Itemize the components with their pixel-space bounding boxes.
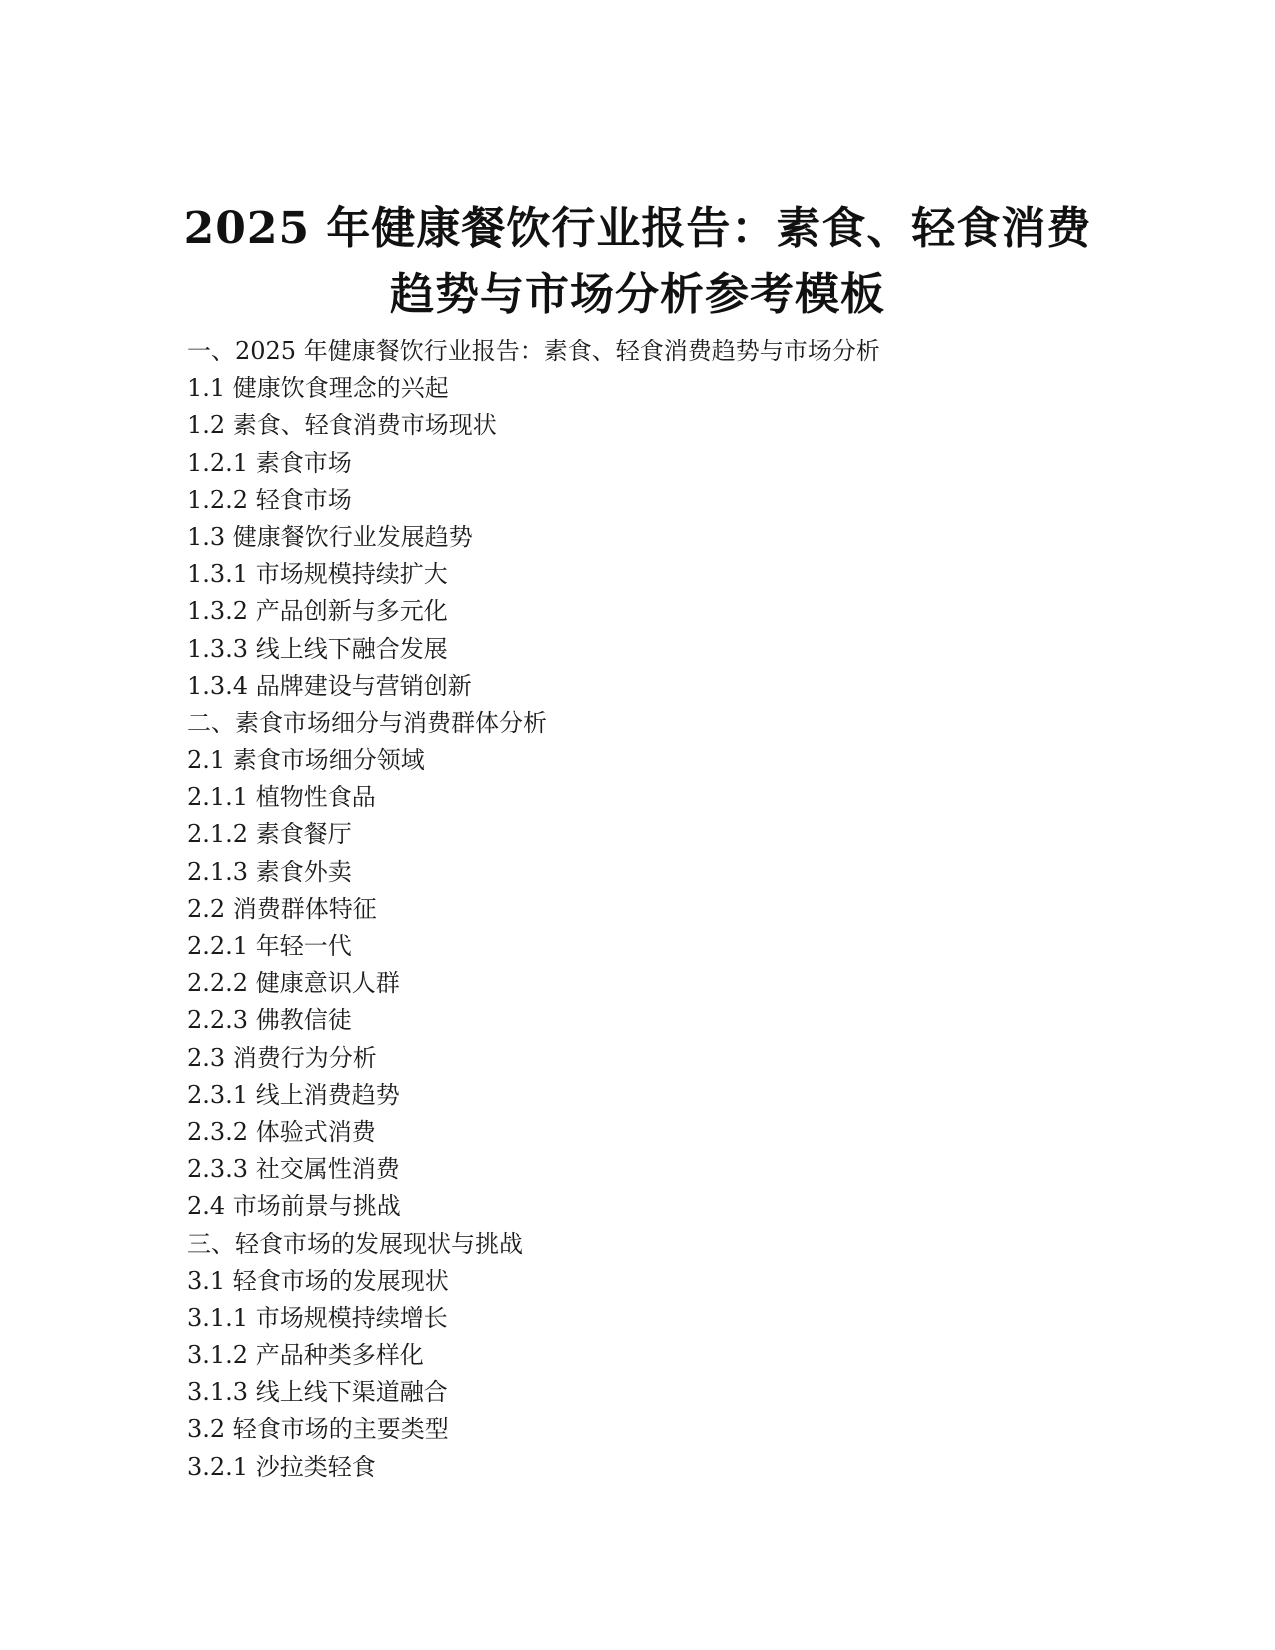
toc-item: 2.1.2 素食餐厅 (187, 820, 352, 849)
toc-item: 2.2.3 佛教信徒 (187, 1006, 352, 1035)
toc-item: 2.1.1 植物性食品 (187, 783, 376, 812)
toc-item: 1.3.4 品牌建设与营销创新 (187, 671, 472, 700)
toc-item: 1.2.1 素食市场 (187, 448, 352, 477)
table-of-contents (187, 333, 1147, 1486)
title-line-2: 趋势与市场分析参考模板 (390, 269, 885, 320)
toc-item: 2.2.1 年轻一代 (187, 932, 352, 960)
toc-item: 3.1 轻食市场的发展现状 (187, 1266, 449, 1295)
toc-item: 3.1.2 产品种类多样化 (187, 1341, 424, 1370)
toc-item: 2.2.2 健康意识人群 (187, 969, 400, 998)
toc-item: 2.3.2 体验式消费 (187, 1117, 376, 1146)
toc-item: 2.2 消费群体特征 (187, 894, 377, 923)
toc-item: 1.2 素食、轻食消费市场现状 (187, 411, 497, 440)
toc-item: 1.3.3 线上线下融合发展 (187, 634, 448, 663)
toc-item: 2.1 素食市场细分领域 (187, 746, 425, 775)
toc-item: 3.2.1 沙拉类轻食 (187, 1452, 376, 1481)
toc-item: 1.3.2 产品创新与多元化 (187, 597, 448, 626)
title-line-1: 2025 年健康餐饮行业报告：素食、轻食消费 (183, 203, 1092, 254)
toc-item: 2.3 消费行为分析 (187, 1043, 377, 1072)
toc-item: 3.1.3 线上线下渠道融合 (187, 1378, 448, 1407)
toc-item: 二、素食市场细分与消费群体分析 (187, 708, 547, 737)
toc-item: 一、2025 年健康餐饮行业报告：素食、轻食消费趋势与市场分析 (187, 337, 880, 365)
toc-item: 2.1.3 素食外卖 (187, 857, 352, 886)
toc-item: 三、轻食市场的发展现状与挑战 (187, 1229, 523, 1258)
toc-item: 3.2 轻食市场的主要类型 (187, 1415, 449, 1444)
toc-item: 2.3.3 社交属性消费 (187, 1155, 400, 1184)
toc-item: 2.4 市场前景与挑战 (187, 1192, 401, 1221)
toc-item: 1.2.2 轻食市场 (187, 485, 352, 514)
toc-item: 1.3.1 市场规模持续扩大 (187, 560, 448, 589)
toc-item: 1.3 健康餐饮行业发展趋势 (187, 522, 473, 551)
document-title (150, 196, 1125, 328)
toc-item: 3.1.1 市场规模持续增长 (187, 1303, 448, 1332)
toc-item: 2.3.1 线上消费趋势 (187, 1080, 400, 1109)
toc-item: 1.1 健康饮食理念的兴起 (187, 374, 449, 403)
